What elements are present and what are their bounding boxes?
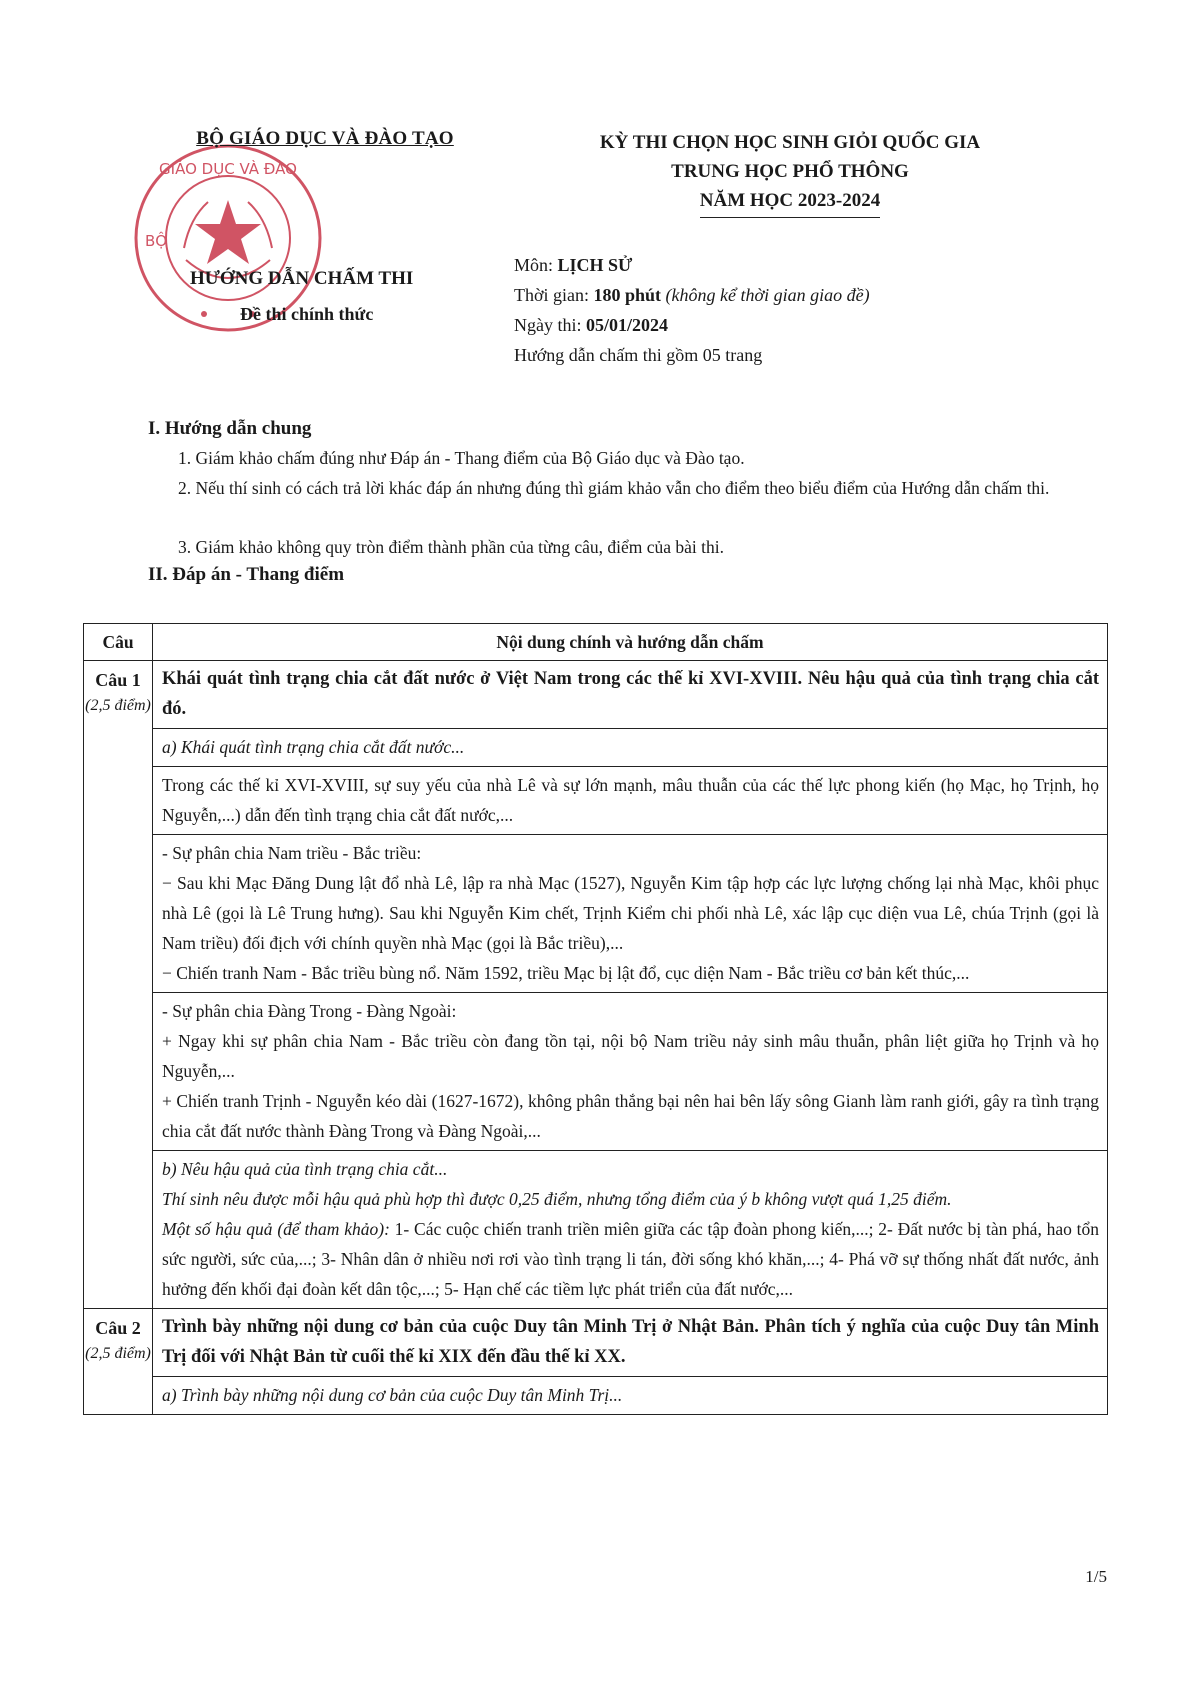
dang-trong-point-2: + Chiến tranh Trịnh - Nguyễn kéo dài (1627-1672), không phân thắng bại nên hai bên lấy sông Gianh làm ranh giới, gây ra tình trạng chia cắt đất nước thành Đàng Trong và Đàng Ngoài,...: [162, 1091, 1099, 1141]
nam-bac-heading: - Sự phân chia Nam triều - Bắc triều:: [162, 843, 422, 863]
section-2-title: II. Đáp án - Thang điểm: [148, 564, 345, 585]
dang-trong-heading: - Sự phân chia Đàng Trong - Đàng Ngoài:: [162, 1001, 457, 1021]
question-1-dang-trong-ngoai: [153, 993, 1108, 1151]
table-row: [84, 993, 1108, 1151]
general-item-3: 3. Giám khảo không quy tròn điểm thành phần của từng câu, điểm của bài thi.: [178, 537, 725, 557]
page-count-line: Hướng dẫn chấm thi gồm 05 trang: [514, 345, 763, 365]
section-1-title: I. Hướng dẫn chung: [148, 418, 312, 439]
question-1-intro: Trong các thế kỉ XVI-XVIII, sự suy yếu của nhà Lê và sự lớn mạnh, mâu thuẫn của các thế lực phong kiến (họ Mạc, họ Trịnh, họ Nguyễn,...) dẫn đến tình trạng chia cắt đất nước,...: [153, 767, 1108, 835]
question-1-nam-bac-trieu: [153, 835, 1108, 993]
question-1-points: (2,5 điểm): [85, 697, 151, 714]
question-1-part-a: a) Khái quát tình trạng chia cắt đất nước...: [153, 729, 1108, 767]
question-2-cell: [84, 1309, 153, 1415]
date-value: 05/01/2024: [586, 315, 669, 335]
exam-title-line-2: TRUNG HỌC PHỔ THÔNG: [671, 161, 909, 182]
ministry-name: BỘ GIÁO DỤC VÀ ĐÀO TẠO: [196, 128, 454, 149]
subject-line: Môn: LỊCH SỬ: [514, 255, 633, 275]
official-exam-label: Đề thi chính thức: [240, 304, 374, 324]
table-row: [84, 661, 1108, 729]
question-2-points: (2,5 điểm): [85, 1345, 151, 1362]
answer-table: [83, 623, 1108, 1415]
guide-title: HƯỚNG DẪN CHẤM THI: [190, 268, 414, 289]
question-2-label: Câu 2: [95, 1318, 141, 1338]
nam-bac-point-2: − Chiến tranh Nam - Bắc triều bùng nổ. Năm 1592, triều Mạc bị lật đổ, cục diện Nam - Bắc triều cơ bản kết thúc,...: [162, 963, 970, 983]
question-1-cell: [84, 661, 153, 1309]
question-1-part-b: [153, 1151, 1108, 1309]
svg-text:BỘ: BỘ: [144, 232, 168, 250]
exam-meta: [514, 250, 870, 370]
part-b-note: Thí sinh nêu được mỗi hậu quả phù hợp thì được 0,25 điểm, nhưng tổng điểm của ý b không vượt quá 1,25 điểm.: [162, 1189, 952, 1209]
time-value: 180 phút: [593, 285, 662, 305]
time-note: (không kể thời gian giao đề): [661, 285, 870, 305]
table-row: [84, 1377, 1108, 1415]
date-line: Ngày thi: 05/01/2024: [514, 315, 669, 335]
table-header-row: [84, 624, 1108, 661]
column-header-question: Câu: [84, 624, 153, 661]
table-row: [84, 835, 1108, 993]
question-2-text: Trình bày những nội dung cơ bản của cuộc Duy tân Minh Trị ở Nhật Bản. Phân tích ý nghĩa của cuộc Duy tân Minh Trị đối với Nhật Bản từ cuối thế kỉ XIX đến đầu thế kỉ XX.: [153, 1309, 1108, 1377]
question-2-part-a: a) Trình bày những nội dung cơ bản của cuộc Duy tân Minh Trị...: [153, 1377, 1108, 1415]
question-1-label: Câu 1: [95, 670, 141, 690]
time-line: Thời gian: 180 phút (không kể thời gian giao đề): [514, 285, 870, 305]
dang-trong-point-1: + Ngay khi sự phân chia Nam - Bắc triều còn đang tồn tại, nội bộ Nam triều nảy sinh mâu thuẫn, phân liệt giữa họ Trịnh và họ Nguyễn,...: [162, 1031, 1099, 1081]
ministry-block: [150, 128, 500, 150]
column-header-content: Nội dung chính và hướng dẫn chấm: [153, 624, 1108, 661]
exam-title-line-3: NĂM HỌC 2023-2024: [700, 186, 880, 218]
general-item-2: 2. Nếu thí sinh có cách trả lời khác đáp án nhưng đúng thì giám khảo vẫn cho điểm theo biểu điểm của Hướng dẫn chấm thi.: [178, 478, 1050, 498]
general-item-1: 1. Giám khảo chấm đúng như Đáp án - Thang điểm của Bộ Giáo dục và Đào tạo.: [178, 448, 745, 468]
exam-title-line-1: KỲ THI CHỌN HỌC SINH GIỎI QUỐC GIA: [599, 132, 981, 153]
table-row: [84, 729, 1108, 767]
part-b-heading: b) Nêu hậu quả của tình trạng chia cắt...: [162, 1159, 448, 1179]
part-b-reference: Một số hậu quả (để tham khảo): 1- Các cuộc chiến tranh triền miên giữa các tập đoàn phong kiến,...; 2- Đất nước bị tàn phá, hao tổn sức người, sức của,...; 3- Nhân dân ở nhiều nơi rơi vào tình trạng li tán, đời sống khó khăn,...; 4- Phá vỡ sự thống nhất đất nước, ảnh hưởng đến khối đại đoàn kết dân tộc,...; 5- Hạn chế các tiềm lực phát triển của đất nước,...: [162, 1219, 1099, 1299]
table-row: [84, 1309, 1108, 1377]
page-number: 1/5: [1085, 1567, 1107, 1586]
table-row: [84, 767, 1108, 835]
table-row: [84, 1151, 1108, 1309]
exam-title-block: [520, 128, 1060, 218]
subject-value: LỊCH SỬ: [557, 255, 633, 275]
question-1-text: Khái quát tình trạng chia cắt đất nước ở Việt Nam trong các thế kỉ XVI-XVIII. Nêu hậu quả của tình trạng chia cắt đó.: [153, 661, 1108, 729]
svg-text:GIÁO DỤC VÀ ĐÀO: GIÁO DỤC VÀ ĐÀO: [159, 160, 297, 178]
nam-bac-point-1: − Sau khi Mạc Đăng Dung lật đổ nhà Lê, lập ra nhà Mạc (1527), Nguyễn Kim tập hợp các lực lượng chống lại nhà Mạc, khôi phục nhà Lê (gọi là Lê Trung hưng). Sau khi Nguyễn Kim chết, Trịnh Kiểm chi phối nhà Lê, xác lập cục diện vua Lê, chúa Trịnh (gọi là Nam triều) đối địch với chính quyền nhà Mạc (gọi là Bắc triều),...: [162, 873, 1099, 953]
